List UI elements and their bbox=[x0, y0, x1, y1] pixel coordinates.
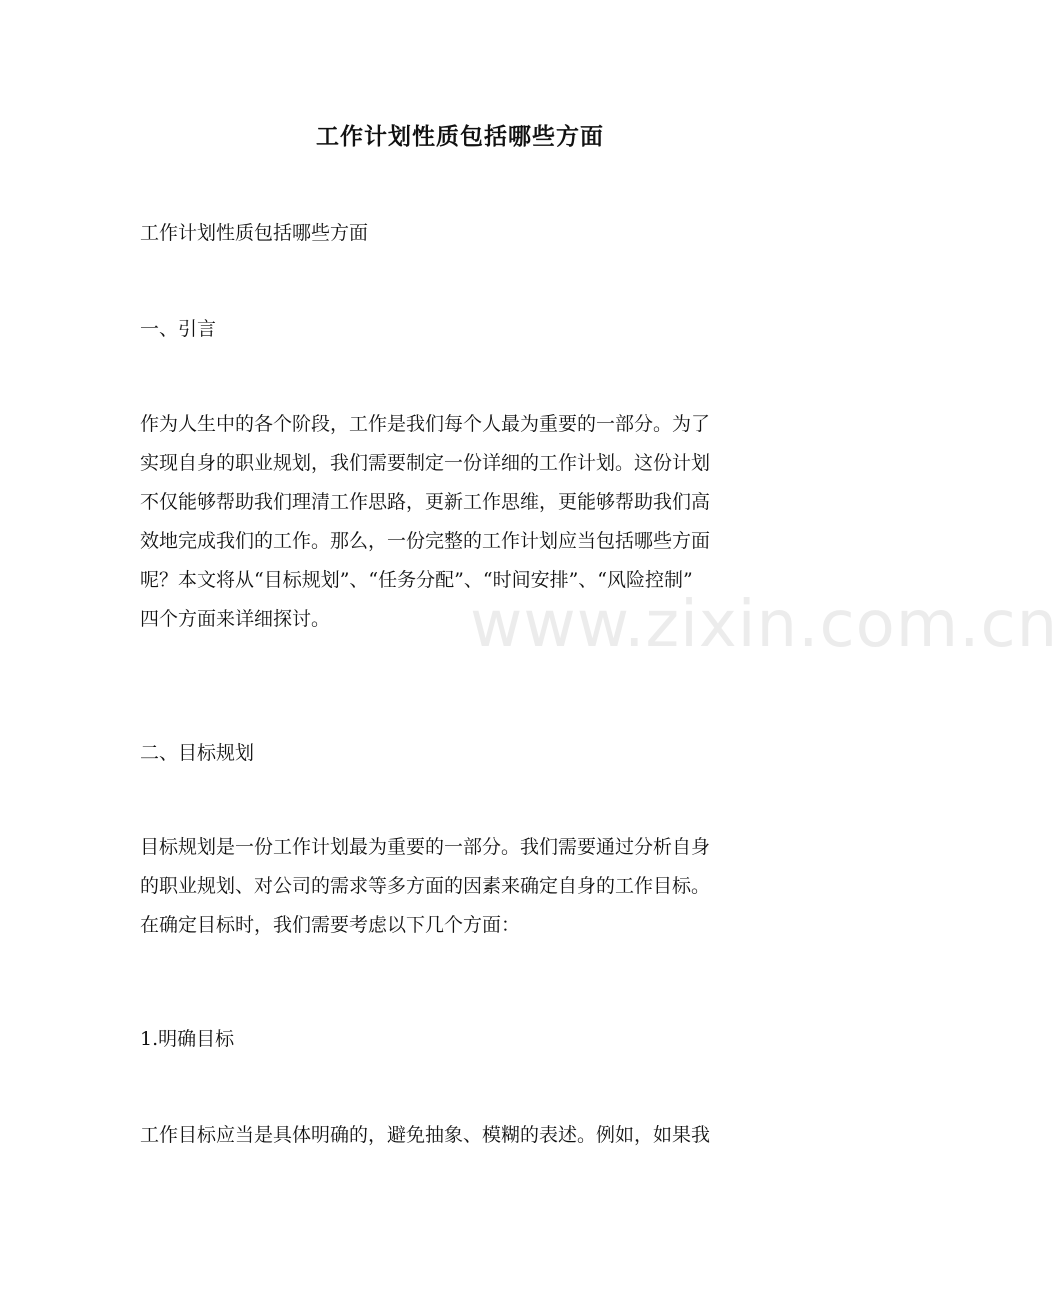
paragraph-line: 实现自身的职业规划，我们需要制定一份详细的工作计划。这份计划 bbox=[140, 452, 711, 474]
goal-planning-paragraph bbox=[140, 828, 790, 945]
paragraph-line: 目标规划是一份工作计划最为重要的一部分。我们需要通过分析自身 bbox=[140, 836, 711, 858]
paragraph-line: 的职业规划、对公司的需求等多方面的因素来确定自身的工作目标。 bbox=[140, 875, 711, 897]
document-subtitle: 工作计划性质包括哪些方面 bbox=[140, 222, 369, 244]
paragraph-line: 呢？本文将从“目标规划”、“任务分配”、“时间安排”、“风险控制” bbox=[140, 569, 693, 591]
paragraph-line: 工作目标应当是具体明确的，避免抽象、模糊的表述。例如，如果我 bbox=[140, 1124, 711, 1146]
clear-goals-paragraph bbox=[140, 1116, 790, 1155]
paragraph-line: 四个方面来详细探讨。 bbox=[140, 608, 331, 630]
section-heading-goal-planning: 二、目标规划 bbox=[140, 742, 255, 764]
paragraph-line: 在确定目标时，我们需要考虑以下几个方面： bbox=[140, 914, 521, 936]
paragraph-line: 作为人生中的各个阶段，工作是我们每个人最为重要的一部分。为了 bbox=[140, 413, 711, 435]
section-heading-introduction: 一、引言 bbox=[140, 318, 217, 340]
watermark-text: www.zixin.com.cn bbox=[470, 588, 1058, 662]
paragraph-line: 不仅能够帮助我们理清工作思路，更新工作思维，更能够帮助我们高 bbox=[140, 491, 711, 513]
paragraph-line: 效地完成我们的工作。那么，一份完整的工作计划应当包括哪些方面 bbox=[140, 530, 711, 552]
introduction-paragraph bbox=[140, 405, 790, 639]
subsection-heading-clear-goals: 1.明确目标 bbox=[140, 1028, 235, 1050]
document-title: 工作计划性质包括哪些方面 bbox=[316, 123, 604, 150]
